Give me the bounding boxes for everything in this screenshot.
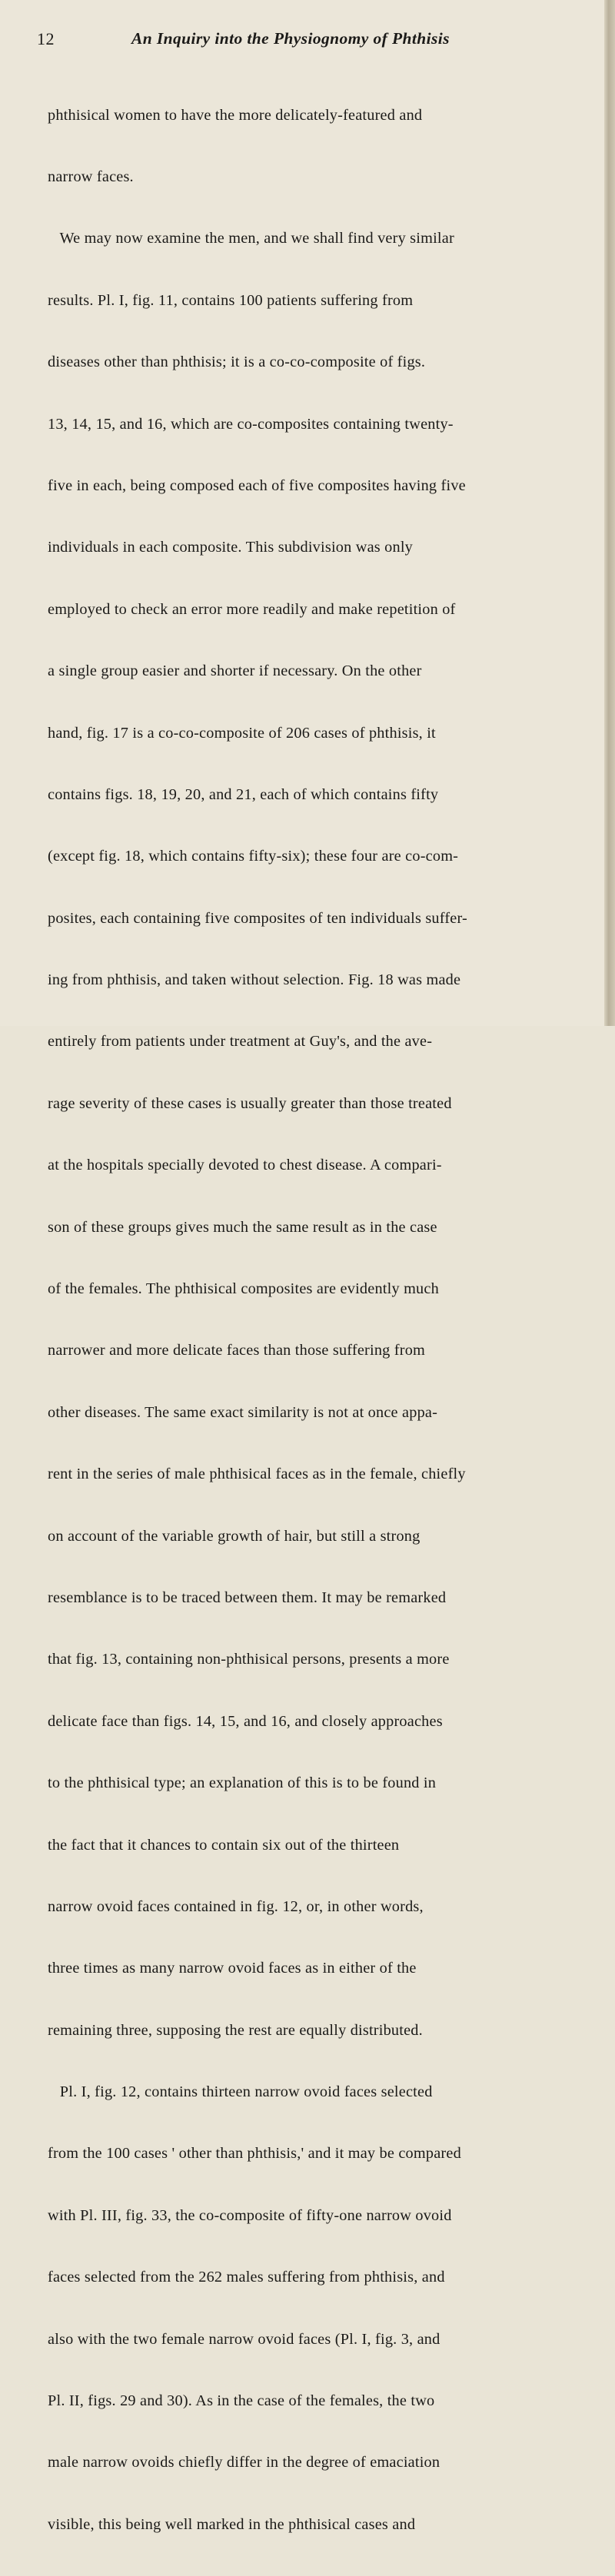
text-line: entirely from patients under treatment at Guy's, and the ave- bbox=[48, 1033, 433, 1051]
text-line: ing from phthisis, and taken without selection. Fig. 18 was made bbox=[48, 971, 461, 989]
text-line: faces selected from the 262 males suffering from phthisis, and bbox=[48, 2269, 445, 2286]
page-number: 12 bbox=[37, 29, 55, 48]
text-line: posites, each containing five composites of ten individuals suffer- bbox=[48, 909, 468, 927]
text-line: contains figs. 18, 19, 20, and 21, each of which contains fifty bbox=[48, 785, 439, 803]
text-line: individuals in each composite. This subdivision was only bbox=[48, 539, 414, 556]
text-line: delicate face than figs. 14, 15, and 16, and closely approaches bbox=[48, 1712, 443, 1730]
text-line: the fact that it chances to contain six out of the thirteen bbox=[48, 1836, 400, 1854]
text-line: Pl. I, fig. 12, contains thirteen narrow ovoid faces selected bbox=[48, 2083, 433, 2101]
text-line: results. Pl. I, fig. 11, contains 100 patients suffering from bbox=[48, 291, 414, 309]
text-line: also with the two female narrow ovoid faces (Pl. I, fig. 3, and bbox=[48, 2330, 440, 2348]
text-line: Pl. II, figs. 29 and 30). As in the case of the females, the two bbox=[48, 2392, 435, 2410]
text-line: five in each, being composed each of five composites having five bbox=[48, 476, 466, 494]
text-line: of the females. The phthisical composites are evidently much bbox=[48, 1280, 439, 1298]
running-head bbox=[37, 29, 560, 60]
text-line: narrow ovoid faces contained in fig. 12, or, in other words, bbox=[48, 1897, 424, 1915]
text-line: narrower and more delicate faces than those suffering from bbox=[48, 1342, 426, 1359]
text-line: remaining three, supposing the rest are equally distributed. bbox=[48, 2021, 423, 2039]
text-line: narrow faces. bbox=[48, 168, 134, 185]
text-line: resemblance is to be traced between them. It may be remarked bbox=[48, 1588, 447, 1606]
text-line: on account of the variable growth of hair, but still a strong bbox=[48, 1527, 421, 1545]
page-edge-shadow bbox=[604, 0, 615, 1026]
text-line: to the phthisical type; an explanation of this is to be found in bbox=[48, 1774, 437, 1792]
running-title: An Inquiry into the Physiognomy of Phthisis bbox=[131, 29, 450, 48]
text-line: with Pl. III, fig. 33, the co-composite of fifty-one narrow ovoid bbox=[48, 2206, 452, 2224]
text-line: phthisical women to have the more delicately-featured and bbox=[48, 106, 423, 124]
text-line: male narrow ovoids chiefly differ in the degree of emaciation bbox=[48, 2454, 440, 2471]
text-line: rent in the series of male phthisical faces as in the female, chiefly bbox=[48, 1466, 466, 1483]
text-line: diseases other than phthisis; it is a co-co-composite of figs. bbox=[48, 354, 426, 371]
text-line: other diseases. The same exact similarity is not at once appa- bbox=[48, 1403, 438, 1421]
text-line: at the hospitals specially devoted to chest disease. A compari- bbox=[48, 1157, 442, 1174]
text-line: (except fig. 18, which contains fifty-six); these four are co-com- bbox=[48, 848, 459, 865]
text-line: 13, 14, 15, and 16, which are co-composites containing twenty- bbox=[48, 415, 454, 433]
text-line: rage severity of these cases is usually greater than those treated bbox=[48, 1094, 452, 1112]
text-line: from the 100 cases ' other than phthisis,' and it may be compared bbox=[48, 2145, 461, 2163]
text-line: employed to check an error more readily and make repetition of bbox=[48, 600, 456, 618]
text-line: visible, this being well marked in the phthisical cases and bbox=[48, 2515, 416, 2533]
text-line: three times as many narrow ovoid faces as in either of the bbox=[48, 1960, 417, 1977]
text-line: son of these groups gives much the same result as in the case bbox=[48, 1218, 437, 1236]
text-line: a single group easier and shorter if necessary. On the other bbox=[48, 662, 422, 680]
text-line: hand, fig. 17 is a co-co-composite of 206 cases of phthisis, it bbox=[48, 724, 436, 742]
text-line: We may now examine the men, and we shall find very similar bbox=[48, 230, 454, 247]
body-text bbox=[48, 64, 564, 2576]
text-line: that fig. 13, containing non-phthisical persons, presents a more bbox=[48, 1651, 450, 1668]
